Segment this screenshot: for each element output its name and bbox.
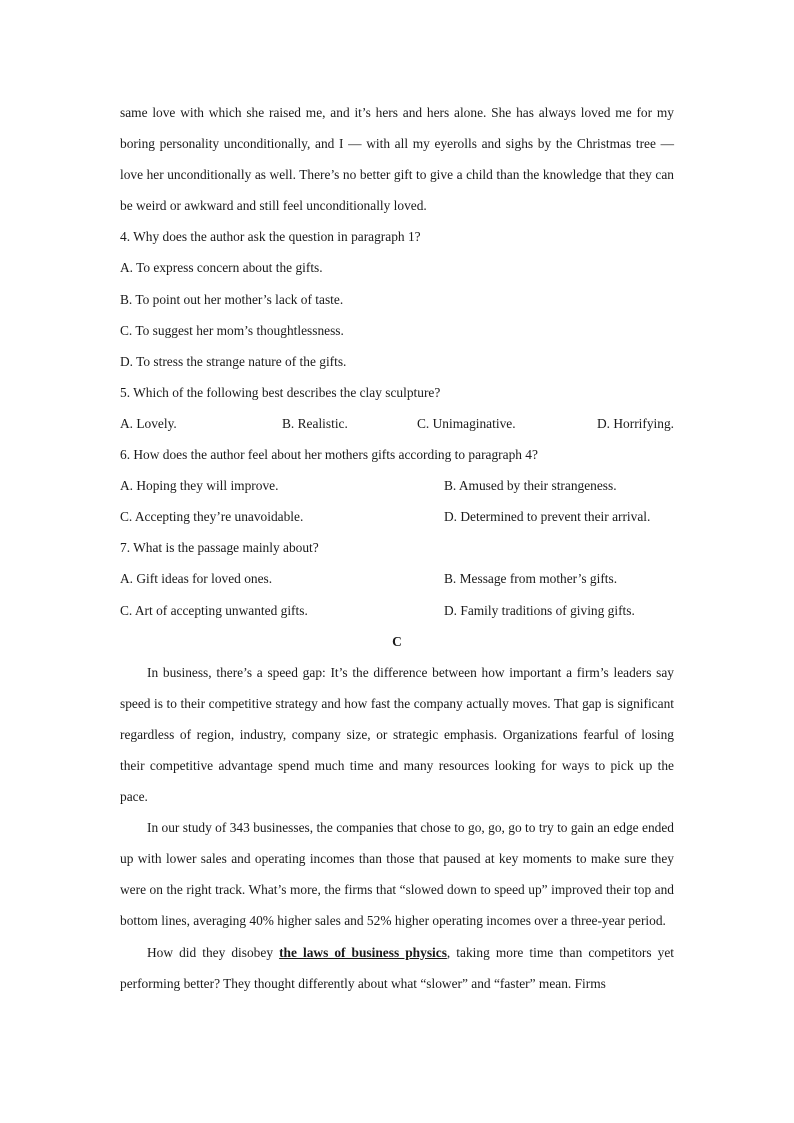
question-6-options-row-2	[120, 501, 674, 532]
question-6-stem: 6. How does the author feel about her mothers gifts according to paragraph 4?	[120, 447, 538, 463]
question-5-option-d: D. Horrifying.	[597, 415, 674, 431]
question-4-option-b: B. To point out her mother’s lack of taste.	[120, 291, 344, 307]
paragraph-3-continuation-text: , taking more time than competitors yet performing better? They thought differently about what “slower” and “faster” mean. Firms	[120, 944, 674, 991]
question-5-option-c: C. Unimaginative.	[417, 415, 516, 431]
question-7-stem: 7. What is the passage mainly about?	[120, 540, 319, 556]
question-4-option-c: C. To suggest her mom’s thoughtlessness.	[120, 322, 344, 338]
question-7-options-row-1	[120, 563, 674, 594]
question-5-option-b: B. Realistic.	[282, 415, 348, 431]
section-c-paragraph-2: In our study of 343 businesses, the companies that chose to go, go, go to try to gain an edge ended up with lower sales and operating incomes than those that paused at key moments to make sure they were on the right track. What’s more, the firms that “slowed down to speed up” improved their top and bottom lines, averaging 40% higher sales and 52% higher operating incomes over a three-year period.	[120, 820, 674, 929]
question-6-option-d: D. Determined to prevent their arrival.	[444, 509, 651, 525]
underlined-phrase: the laws of business physics	[279, 944, 447, 960]
question-6-options-row-1	[120, 470, 674, 501]
question-4-option-d: D. To stress the strange nature of the gifts.	[120, 353, 347, 369]
question-5-options	[120, 408, 674, 439]
question-7-option-d: D. Family traditions of giving gifts.	[444, 602, 635, 618]
section-c-paragraph-1: In business, there’s a speed gap: It’s the difference between how important a firm’s leaders say speed is to their competitive strategy and how fast the company actually moves. That gap is significant regardless of region, industry, company size, or strategic emphasis. Organizations fearful of losing their competitive advantage spend much time and many resources looking for ways to pick up the pace.	[120, 664, 674, 805]
question-5-option-a: A. Lovely.	[120, 415, 177, 431]
section-c-paragraph-3	[120, 937, 674, 999]
question-4-option-a: A. To express concern about the gifts.	[120, 260, 323, 276]
passage-b-closing-paragraph: same love with which she raised me, and it’s hers and hers alone. She has always loved me for my boring personality unconditionally, and I — with all my eyerolls and sighs by the Christmas tree — love her unconditionally as well. There’s no better gift to give a child than the knowledge that they can be weird or awkward and still feel unconditionally loved.	[120, 105, 674, 214]
question-4-stem: 4. Why does the author ask the question in paragraph 1?	[120, 229, 421, 245]
question-6-option-c: C. Accepting they’re unavoidable.	[120, 509, 304, 525]
page-content	[120, 97, 674, 999]
question-7-options-row-2	[120, 595, 674, 626]
paragraph-3-lead-text: How did they disobey	[147, 944, 280, 960]
section-c-heading: C	[392, 633, 402, 649]
question-7-option-b: B. Message from mother’s gifts.	[444, 571, 618, 587]
question-7-option-c: C. Art of accepting unwanted gifts.	[120, 602, 308, 618]
question-7-option-a: A. Gift ideas for loved ones.	[120, 571, 273, 587]
question-6-option-b: B. Amused by their strangeness.	[444, 478, 617, 494]
question-6-option-a: A. Hoping they will improve.	[120, 478, 279, 494]
question-5-stem: 5. Which of the following best describes the clay sculpture?	[120, 384, 441, 400]
